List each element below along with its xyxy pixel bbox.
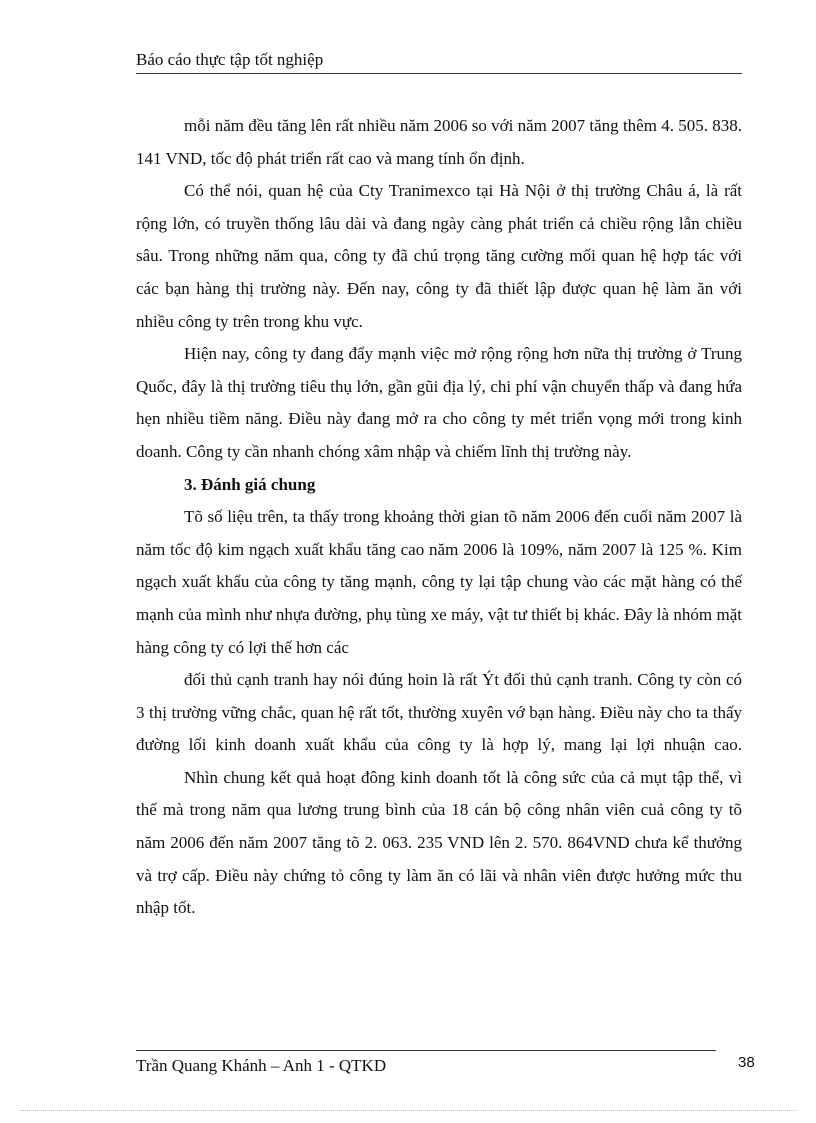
footer-divider <box>136 1050 716 1051</box>
paragraph-5: Nhìn chung kết quả hoạt đông kinh doanh tốt là công sức của cả mụt tập thể, vì thế mà trong năm qua lương trung bình của 18 cán bộ công nhân viên cuả công ty tõ năm 2006 đến năm 2007 tăng tõ 2. 063. 235 VND lên 2. 570. 864VND chưa kể thưởng và trợ cấp. Điều này chứng tỏ công ty làm ăn có lãi và nhân viên được hưởng mức thu nhập tốt. <box>136 767 742 918</box>
page-header <box>136 50 742 74</box>
section-heading: 3. Đánh giá chung <box>184 474 316 494</box>
paragraph-1: mỗi năm đều tăng lên rất nhiều năm 2006 so với năm 2007 tăng thêm 4. 505. 838. 141 VND, tốc độ phát triển rất cao và mang tính ổn định. <box>136 116 742 168</box>
page-bottom-border <box>20 1110 796 1111</box>
paragraph-3: Hiện nay, công ty đang đẩy mạnh việc mở rộng rộng hơn nữa thị trường ở Trung Quốc, đây là thị trường tiêu thụ lớn, gần gũi địa lý, chi phí vận chuyển thấp và đang hứa hẹn nhiều tiềm năng. Điều này đang mở ra cho công ty mét triển vọng mới trong kinh doanh. Công ty cần nhanh chóng xâm nhập và chiếm lĩnh thị trường này. <box>136 344 742 461</box>
header-title: Báo cáo thực tập tốt nghiệp <box>136 50 324 69</box>
paragraph-2: Có thể nói, quan hệ của Cty Tranimexco tại Hà Nội ở thị trường Châu á, là rất rộng lớn, có truyền thống lâu dài và đang ngày càng phát triển cả chiều rộng lẫn chiều sâu. Trong những năm qua, công ty đã chú trọng tăng cường mối quan hệ hợp tác với các bạn hàng thị trường này. Đến nay, công ty đã thiết lập được quan hệ làm ăn với nhiều công ty trên trong khu vực. <box>136 181 742 331</box>
paragraph-4b: đối thủ cạnh tranh hay nói đúng hoin là rất Ýt đối thủ cạnh tranh. Công ty còn có 3 thị trường vững chắc, quan hệ rất tốt, thường xuyên vớ bạn hàng. Điều này cho ta thấy đường lối kinh doanh xuất khẩu của công ty là hợp lý, mang lại lợi nhuận cao. <box>136 670 742 755</box>
document-body <box>136 110 742 925</box>
page-number: 38 <box>738 1054 755 1071</box>
footer-author: Trần Quang Khánh – Anh 1 - QTKD <box>136 1056 387 1075</box>
paragraph-4a: Tõ số liệu trên, ta thấy trong khoảng thời gian tõ năm 2006 đến cuối năm 2007 là năm tốc độ kim ngạch xuất khẩu tăng cao năm 2006 là 109%, năm 2007 là 125 %. Kim ngạch xuất khẩu của công ty tăng mạnh, công ty lại tập chung vào các mặt hàng có thế mạnh của mình như nhựa đường, phụ tùng xe máy, vật tư thiết bị khác. Đây là nhóm mặt hàng công ty có lợi thế hơn các <box>136 507 742 657</box>
